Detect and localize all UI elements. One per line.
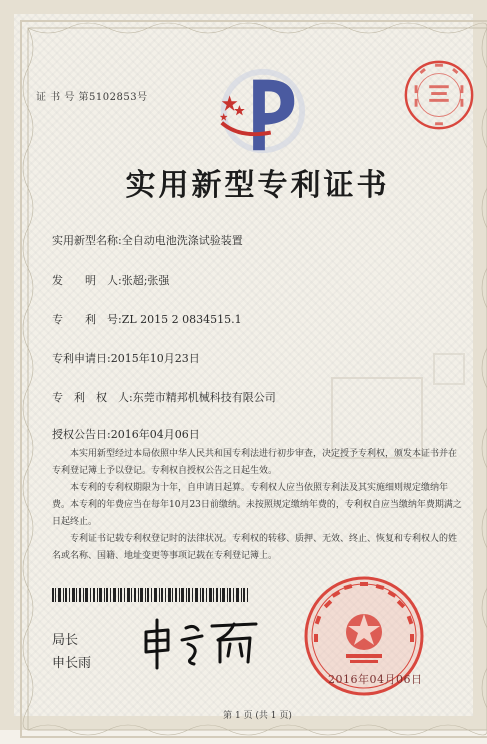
director-name: 申长雨: [52, 656, 92, 671]
patentee-value: 东莞市精邦机械科技有限公司: [132, 391, 276, 404]
certificate-number: 证 书 号 第5102853号: [36, 92, 148, 103]
utility-model-name-label: 实用新型名称:: [52, 234, 122, 247]
inventor-label: 发 明 人:: [52, 274, 122, 287]
filing-date-value: 2015年10月23日: [110, 352, 200, 365]
patentee-label: 专 利 权 人:: [52, 391, 133, 404]
inventor-field: [52, 272, 169, 288]
filing-date-field: [52, 350, 200, 366]
body-paragraph-3: 专利证书记载专利权登记时的法律状况。专利权的转移、质押、无效、终止、恢复和专利权人的姓名或名称、国籍、地址变更等事项记载在专利登记簿上。: [52, 534, 458, 561]
inventor-value: 张超;张强: [121, 274, 170, 287]
patent-number-label: 专 利 号:: [52, 313, 122, 326]
body-paragraph-1: 本实用新型经过本局依照中华人民共和国专利法进行初步审查，决定授予专利权，颁发本证书并在专利登记簿上予以登记。专利权自授权公告之日起生效。: [52, 449, 458, 476]
patent-number-value: ZL 2015 2 0834515.1: [121, 313, 242, 326]
grant-date-field: [52, 426, 200, 442]
barcode-icon: [52, 588, 248, 602]
body-paragraph-2: 本专利的专利权期限为十年，自申请日起算。专利权人应当依照专利法及其实施细则规定缴纳年费。本专利的年费应当在每年10月23日前缴纳。未按照规定缴纳年费的，专利权自应当缴纳年费期满之日起终止。: [52, 483, 462, 527]
sipo-logo-icon: [210, 62, 308, 160]
seal-date: 2016年04月06日: [328, 673, 423, 686]
utility-model-name-value: 全自动电池洗涤试验装置: [121, 234, 243, 247]
certificate-body: [52, 446, 464, 565]
grant-date-value: 2016年04月06日: [110, 428, 200, 441]
certificate-title: 实用新型专利证书: [125, 168, 390, 203]
grant-date-label: 授权公告日:: [52, 428, 111, 441]
director-title: 局长: [52, 633, 79, 648]
page-footer: 第 1 页 (共 1 页): [223, 711, 292, 721]
utility-model-name-field: [52, 232, 243, 248]
patent-number-field: [52, 311, 242, 327]
patent-office-stamp-icon: [400, 56, 478, 134]
filing-date-label: 专利申请日:: [52, 352, 111, 365]
patentee-field: [52, 389, 276, 405]
director-signature: [138, 614, 262, 670]
